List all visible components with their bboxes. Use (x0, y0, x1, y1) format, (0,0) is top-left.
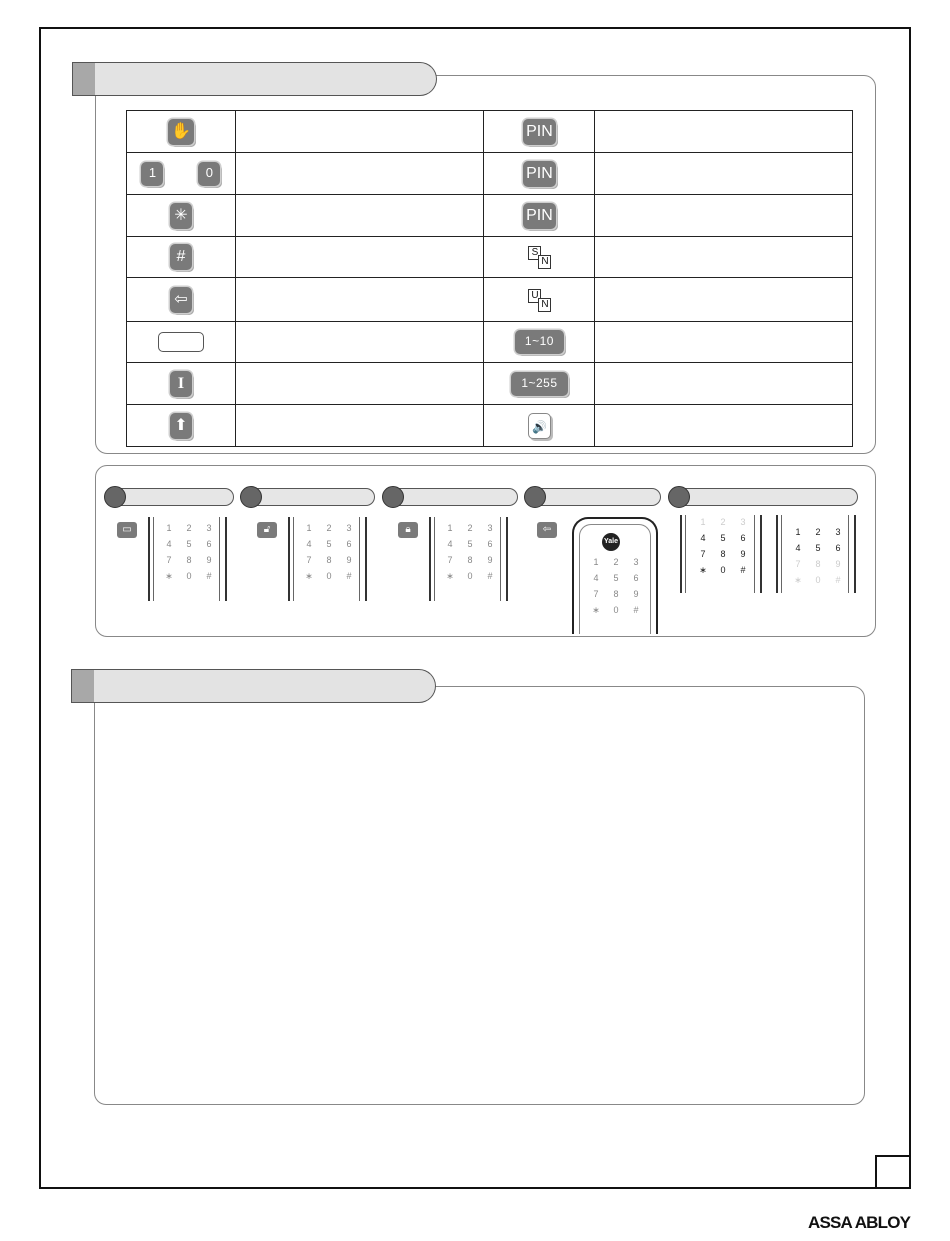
back-key-icon: ⇦ (170, 287, 192, 313)
hand-icon: ✋ (168, 119, 194, 145)
step-dot (668, 486, 690, 508)
star-key-icon: ✳ (170, 203, 192, 229)
keypad-sequence-b: 1 2 3 4 5 6 7 8 9 ∗ 0 # (776, 515, 860, 595)
section-title-tab (95, 62, 437, 96)
blank-key-icon (158, 332, 204, 352)
legend-desc (595, 237, 853, 278)
digit-zero-key-icon: 0 (198, 162, 220, 186)
legend-desc (595, 322, 853, 363)
cursor-key-icon: I (170, 371, 192, 397)
content-panel (94, 686, 865, 1105)
legend-desc (235, 405, 484, 447)
pin-key-icon: PIN (523, 119, 556, 145)
speaker-icon: 🔊 (528, 413, 551, 439)
sn-icon: S N (528, 246, 550, 268)
hash-key-icon: # (170, 244, 192, 270)
legend-desc (235, 195, 484, 237)
up-arrow-key-icon: ⬆ (170, 413, 192, 439)
step-dot (524, 486, 546, 508)
section-number-box (71, 669, 95, 703)
legend-desc (235, 363, 484, 405)
legend-desc (235, 237, 484, 278)
brand-logo: ASSA ABLOY (808, 1213, 911, 1232)
legend-desc (595, 363, 853, 405)
symbol-legend-table (126, 110, 853, 447)
keypad-unlock: 1 2 3 4 5 6 7 8 9 ∗ 0 # (288, 517, 370, 601)
legend-desc (235, 322, 484, 363)
yale-logo: Yale (602, 533, 620, 551)
legend-desc (595, 111, 853, 153)
digit-one-key-icon: 1 (141, 162, 163, 186)
legend-desc (595, 278, 853, 322)
legend-desc (235, 153, 484, 195)
back-key-icon: ⇦ (537, 522, 557, 538)
range-key-icon: 1~10 (515, 330, 564, 354)
range-key-icon: 1~255 (511, 372, 567, 396)
legend-desc (595, 195, 853, 237)
battery-icon: ▭ (117, 522, 137, 538)
step-dot (382, 486, 404, 508)
legend-desc (595, 405, 853, 447)
un-icon: U N (528, 289, 550, 311)
pin-key-icon: PIN (523, 203, 556, 229)
section-header-1 (72, 62, 438, 96)
legend-desc (595, 153, 853, 195)
section-number-box (72, 62, 96, 96)
lock-icon: 🔒︎ (398, 522, 418, 538)
unlock-icon: 🔓︎ (257, 522, 277, 538)
keypad-sequence-a: 1 2 3 4 5 6 7 8 9 ∗ 0 # (680, 515, 766, 595)
page-number-box (875, 1155, 911, 1189)
section-header-2 (71, 669, 437, 703)
step-dot (104, 486, 126, 508)
lock-device-drawing: Yale 1 2 3 4 5 6 7 8 9 ∗ 0 # (572, 517, 658, 634)
legend-desc (235, 111, 484, 153)
section-title-tab (94, 669, 436, 703)
step-dot (240, 486, 262, 508)
legend-desc (235, 278, 484, 322)
keypad-low-battery: 1 2 3 4 5 6 7 8 9 ∗ 0 # (148, 517, 230, 601)
pin-key-icon: PIN (523, 161, 556, 187)
keypad-lock: 1 2 3 4 5 6 7 8 9 ∗ 0 # (429, 517, 511, 601)
